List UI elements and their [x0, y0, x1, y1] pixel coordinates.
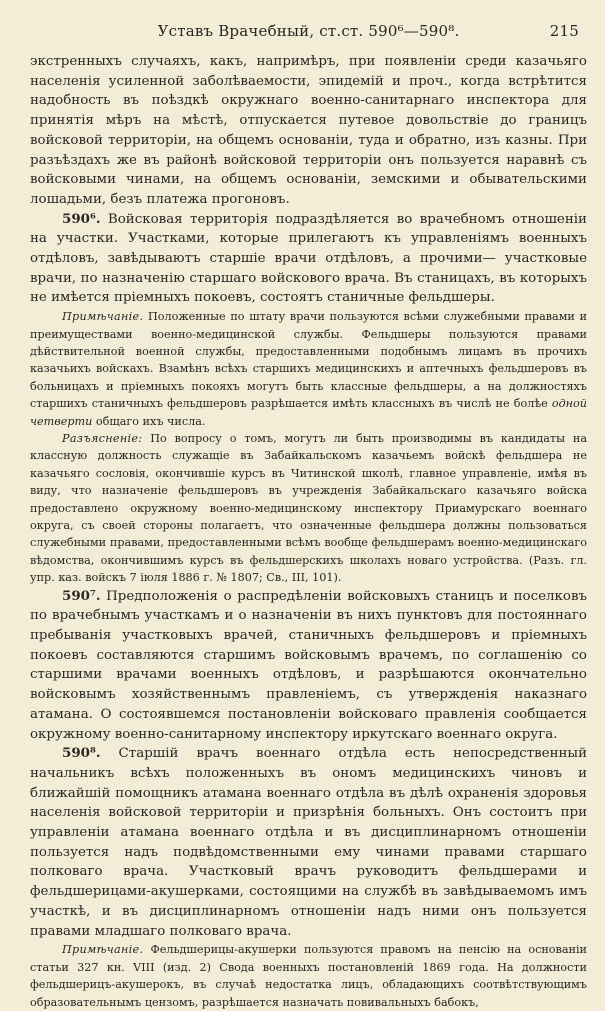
clarification-590-6 — [30, 430, 587, 587]
running-title: Уставъ Врачебный, ст.ст. 590⁶—590⁸. — [157, 22, 460, 40]
clarification-label: Разъясненіе: — [62, 431, 143, 445]
note-label: Примѣчаніе. — [62, 943, 144, 957]
note-emphasis: одной четверти — [30, 397, 587, 428]
note-label: Примѣчаніе. — [62, 310, 144, 324]
page-number: 215 — [549, 22, 579, 40]
paragraph-continued — [30, 52, 587, 210]
note-590-6 — [30, 308, 587, 430]
note-text-end: общаго ихъ числа. — [92, 414, 206, 428]
article-text: Старшій врачъ военнаго отдѣла есть непосредственный начальникъ всѣхъ положенныхъ въ ономъ медицинскихъ чиновъ и ближайшій помощникъ атамана военнаго отдѣла въ дѣлѣ охраненія здоровья населенія войсковой территоріи и призрѣнія больныхъ. Онъ состоитъ при управленіи атамана военнаго отдѣла и въ дисциплинарномъ отношеніи пользуется надъ подвѣдомственными ему чинами правами старшаго полковаго врача. Участковый врачъ руководитъ фельдшерами и фельдшерицами-акушерками, состоящими на службѣ въ завѣдываемомъ имъ участкѣ, и въ дисциплинарномъ отношеніи надъ ними онъ пользуется правами младшаго полковаго врача. — [30, 746, 587, 939]
article-number: 590⁷. — [62, 587, 101, 604]
clarification-text: По вопросу о томъ, могутъ ли быть производимы въ кандидаты на классную должность служащіе въ Забайкальскомъ казачьемъ войскѣ фельдшера не казачьяго сословія, окончившіе курсъ въ Читинской школѣ, главное управленіе, имѣя въ виду, что назначеніе фельдшеровъ въ учрежденія Забайкальскаго казачьяго войска предоставлено окружному военно-медицинскому инспектору Приамурскаго военнаго округа, съ своей стороны полагаетъ, что означенные фельдшера должны пользоваться служебными правами, предоставленными всѣмъ вообще фельдшерамъ военно-медицинскаго вѣдомства, окончившимъ курсъ въ фельдшерскихъ школахъ новаго устройства. (Разъ. гл. упр. каз. войскъ 7 іюля 1886 г. № 1807; Св., III, 101). — [30, 431, 587, 585]
article-text: Предположенія о распредѣленіи войсковыхъ станицъ и поселковъ по врачебнымъ участкамъ и о назначеніи въ нихъ пунктовъ для постояннаго пребыванія участковыхъ врачей, станичныхъ фельдшеровъ и пріемныхъ покоевъ составляются старшимъ войсковымъ врачемъ, по соглашенію со старшими врачами военныхъ отдѣловъ, и разрѣшаются окончательно войсковымъ хозяйственнымъ правленіемъ, съ утвержденія наказнаго атамана. О состоявшемся постановленіи войсковаго правленія сообщается окружному военно-санитарному инспектору иркутскаго военнаго округа. — [30, 588, 587, 742]
article-590-6 — [30, 210, 587, 309]
article-number: 590⁸. — [62, 745, 101, 762]
article-text: Войсковая территорія подраздѣляется во врачебномъ отношеніи на участки. Участками, которые прилегаютъ къ управленіямъ военныхъ отдѣловъ, завѣдываютъ старшіе врачи отдѣловъ, а прочими— участковые врачи, по назначенію старшаго войскового врача. Въ станицахъ, въ которыхъ не имѣется пріемныхъ покоевъ, состоятъ станичные фельдшеры. — [30, 211, 587, 306]
note-text: Фельдшерицы-акушерки пользуются правомъ на пенсію на основаніи статьи 327 кн. VIII (изд. 2) Свода военныхъ постановленій 1869 года. На должности фельдшерицъ-акушерокъ, въ случаѣ недостатка лицъ, обладающихъ соотвѣтствующимъ образовательнымъ цензомъ, разрѣшается назначать повивальныхъ бабокъ, — [30, 943, 587, 1009]
note-text: Положенные по штату врачи пользуются всѣми служебными правами и преимуществами военно-медицинской службы. Фельдшеры пользуются правами дѣйствительной военной службы, предоставленными подобнымъ лицамъ въ прочихъ казачьихъ войскахъ. Взамѣнъ всѣхъ старшихъ медицинскихъ и аптечныхъ фельдшеровъ въ больницахъ и пріемныхъ покояхъ могутъ быть классные фельдшеры, а на должностяхъ старшихъ станичныхъ фельдшеровъ разрѣшается имѣть классныхъ въ числѣ не болѣе — [30, 310, 587, 411]
article-590-8 — [30, 744, 587, 941]
page-header — [30, 14, 587, 48]
page-body — [30, 52, 587, 1011]
paragraph-text: экстренныхъ случаяхъ, какъ, напримѣръ, при появленіи среди казачьяго населенія усиленной заболѣваемости, эпидемій и проч., когда встрѣтится надобность въ поѣздкѣ окружнаго военно-санитарнаго инспектора для принятія мѣръ на мѣстѣ, отпускается путевое довольствіе до границъ войсковой территоріи, на общемъ основаніи, туда и обратно, изъ казны. При разъѣздахъ же въ районѣ войсковой территоріи онъ пользуется наравнѣ съ войсковыми чинами, на общемъ основаніи, земскими и обывательскими лошадьми, безъ платежа прогоновъ. — [30, 54, 587, 207]
note-590-8 — [30, 941, 587, 1011]
article-number: 590⁶. — [62, 210, 101, 227]
article-590-7 — [30, 587, 587, 745]
